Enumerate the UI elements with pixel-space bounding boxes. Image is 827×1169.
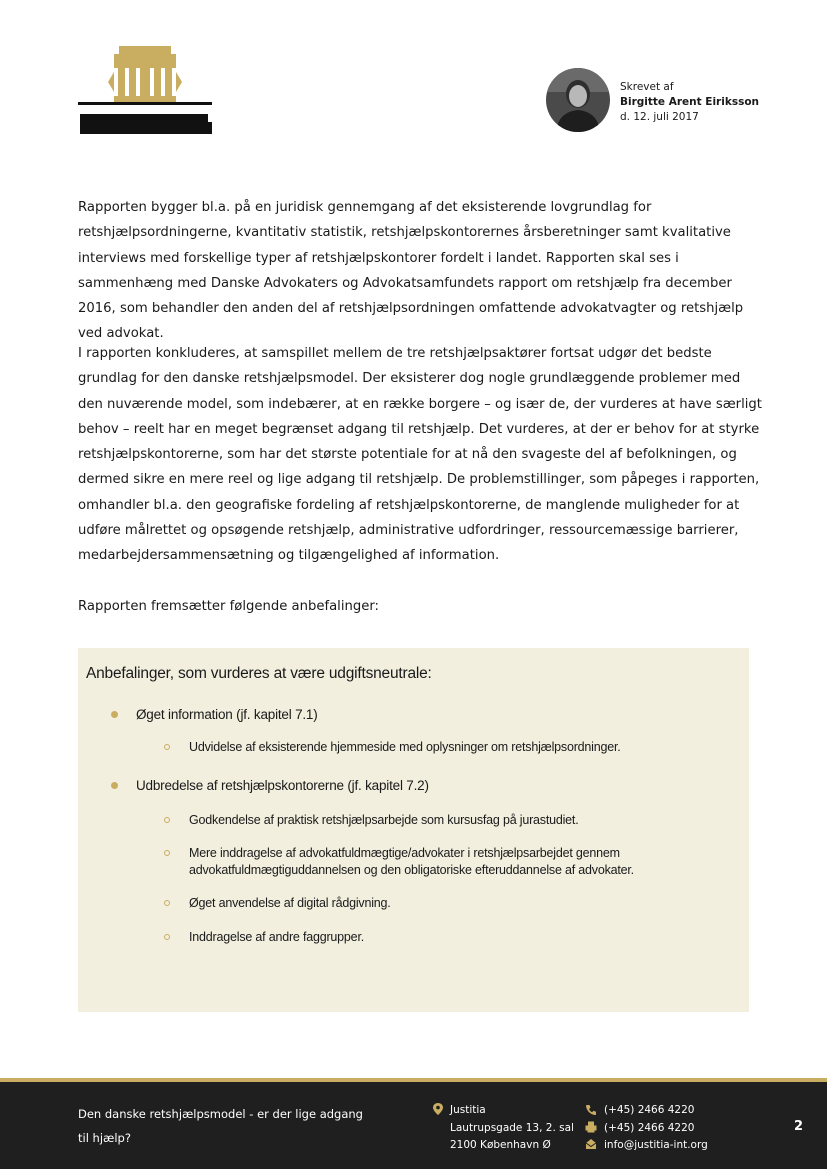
- author-date: d. 12. juli 2017: [620, 111, 699, 123]
- footer-fax: (+45) 2466 4220: [604, 1121, 695, 1134]
- list-item-label: Udbredelse af retshjælpskontorerne (jf. kapitel 7.2): [136, 778, 429, 793]
- mail-icon: [585, 1138, 597, 1150]
- page-footer: [0, 1082, 827, 1169]
- author-block: [546, 68, 759, 132]
- sub-list-item: [189, 929, 689, 946]
- author-name: Birgitte Arent Eiriksson: [620, 96, 760, 108]
- list-item: [136, 778, 429, 793]
- footer-address: [450, 1102, 574, 1155]
- footer-contact: [604, 1102, 708, 1155]
- phone-icon: [585, 1104, 597, 1116]
- circle-bullet-icon: [164, 934, 170, 940]
- sub-list-item-label: Mere inddragelse af advokatfuldmægtige/advokater i retshjælpsarbejdet gennem advokatfuldmægtiguddannelsen og den obligatoriske efteruddannelse af advokater.: [189, 846, 634, 877]
- location-pin-icon: [432, 1103, 444, 1115]
- sub-list-item: [189, 895, 689, 912]
- page-number: 2: [794, 1119, 804, 1134]
- author-text: [620, 80, 759, 125]
- circle-bullet-icon: [164, 900, 170, 906]
- sub-list-item-label: Øget anvendelse af digital rådgivning.: [189, 896, 391, 910]
- recommendations-title: Anbefalinger, som vurderes at være udgiftsneutrale:: [86, 665, 432, 682]
- footer-title: Den danske retshjælpsmodel - er der lige adgang til hjælp?: [78, 1107, 363, 1145]
- sub-list-item-label: Udvidelse af eksisterende hjemmeside med oplysninger om retshjælpsordninger.: [189, 740, 621, 754]
- footer-phone: (+45) 2466 4220: [604, 1104, 695, 1116]
- sub-list-item-label: Godkendelse af praktisk retshjælpsarbejde som kursusfag på jurastudiet.: [189, 813, 579, 827]
- circle-bullet-icon: [164, 850, 170, 856]
- circle-bullet-icon: [164, 744, 170, 750]
- paragraph-1: Rapporten bygger bl.a. på en juridisk gennemgang af det eksisterende lovgrundlag for retshjælpsordningerne, kvantitativ statistik, retshjælpskontorernes årsberetninger samt kvalitative interviews med forskellige typer af retshjælpskontorer fordelt i landet. Rapporten skal ses i sammenhæng med Danske Advokaters og Advokatsamfundets rapport om retshjælp fra december 2016, som behandler den anden del af retshjælpsordningen omfattende advokatvagter og retshjælp ved advokat.: [78, 200, 744, 342]
- sub-list-item: [189, 845, 689, 879]
- list-item-label: Øget information (jf. kapitel 7.1): [136, 707, 318, 722]
- paragraph-2: I rapporten konkluderes, at samspillet mellem de tre retshjælpsaktører fortsat udgør det bedste grundlag for den danske retshjælpsmodel. Der eksisterer dog nogle grundlæggende problemer med den nuværende model, som indebærer, at en række borgere – og især de, der vurderes at have særligt behov – reelt har en meget begrænset adgang til retshjælp. Det vurderes, at der er behov for at styrke retshjælpskontorerne, som har det største potentiale for at nå den svageste del af befolkningen, og dermed sikre en mere reel og lige adgang til retshjælp. De problemstillinger, som påpeges i rapporten, omhandler bl.a. den geografiske fordeling af retshjælpskontorerne, de manglende muligheder for at udføre målrettet og opsøgende retshjælp, administrative udfordringer, ressourcemæssige barrierer, medarbejdersammensætning og tilgængelighed af information.: [78, 346, 762, 564]
- circle-bullet-icon: [164, 817, 170, 823]
- bullet-icon: [111, 782, 118, 789]
- footer-org: Justitia: [450, 1104, 486, 1116]
- list-item: [136, 707, 318, 722]
- paragraph-3: Rapporten fremsætter følgende anbefalinger:: [78, 599, 379, 614]
- footer-city: 2100 København Ø: [450, 1139, 551, 1151]
- justitia-logo: [78, 44, 212, 136]
- bullet-icon: [111, 711, 118, 718]
- footer-email: info@justitia-int.org: [604, 1139, 708, 1151]
- sub-list-item-label: Inddragelse af andre faggrupper.: [189, 930, 364, 944]
- fax-icon: [585, 1121, 597, 1133]
- author-label: Skrevet af: [620, 81, 674, 93]
- sub-list-item: [189, 739, 689, 756]
- author-photo: [546, 68, 610, 132]
- sub-list-item: [189, 812, 689, 829]
- recommendations-box: [78, 648, 749, 1012]
- footer-street: Lautrupsgade 13, 2. sal: [450, 1121, 574, 1134]
